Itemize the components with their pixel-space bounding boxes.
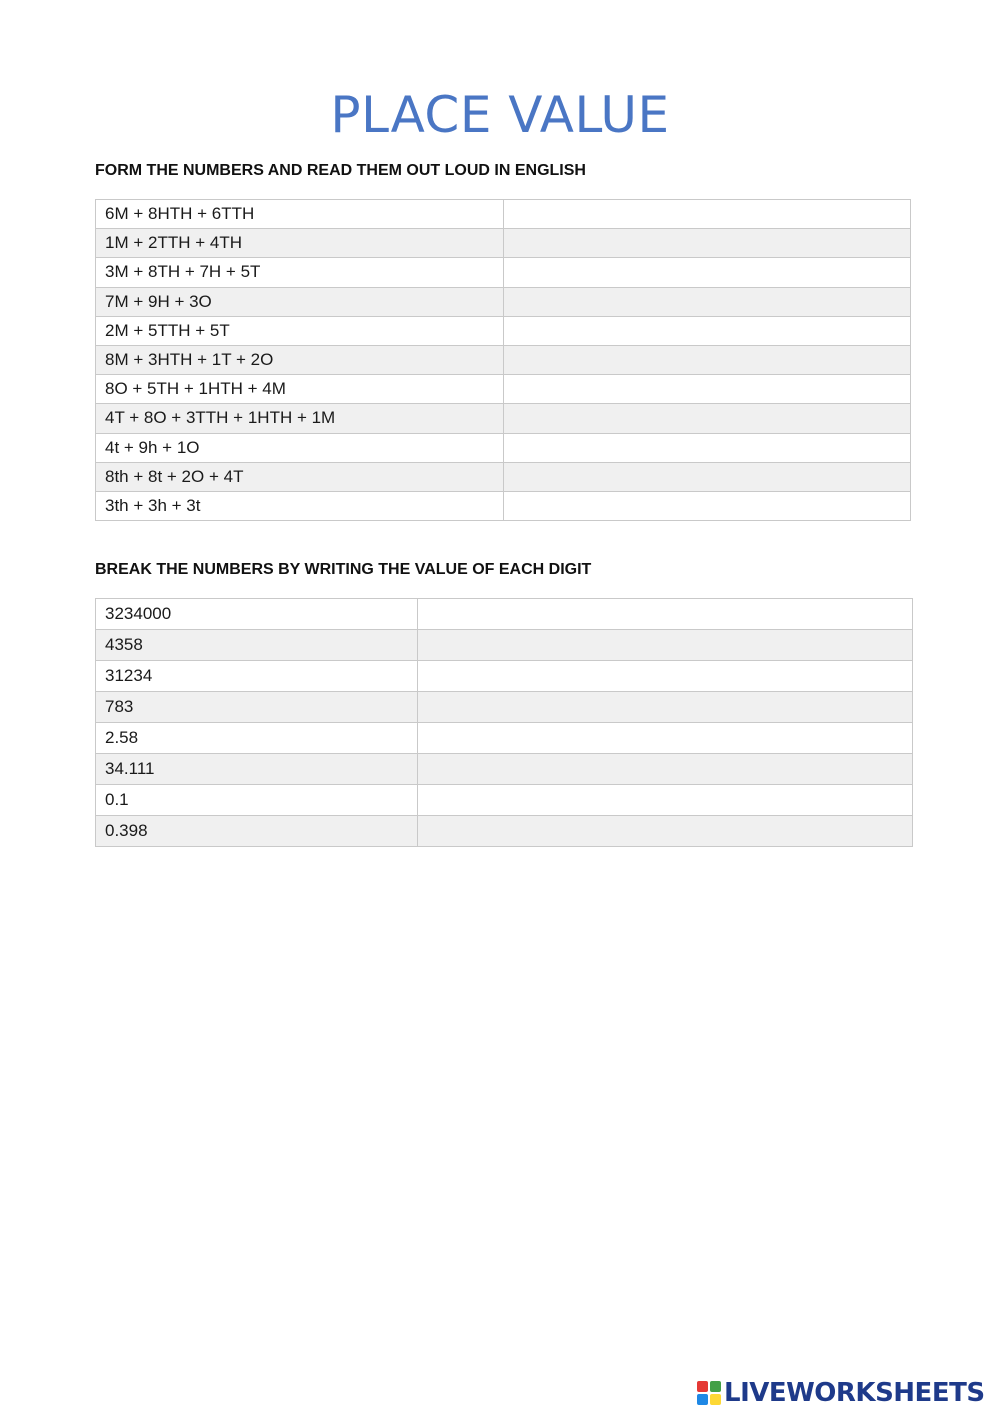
answer-field[interactable] (503, 433, 910, 462)
table-row (96, 433, 911, 462)
prompt-cell: 3234000 (96, 599, 418, 630)
table-row (96, 345, 911, 374)
liveworksheets-logo-icon (697, 1381, 721, 1405)
answer-field[interactable] (503, 258, 910, 287)
table-row (96, 404, 911, 433)
answer-field[interactable] (503, 287, 910, 316)
table-row (96, 816, 913, 847)
answer-field[interactable] (417, 754, 912, 785)
section-2-heading: BREAK THE NUMBERS BY WRITING THE VALUE OF EACH DIGIT (95, 561, 592, 578)
prompt-cell: 3M + 8TH + 7H + 5T (96, 258, 504, 287)
prompt-cell: 0.398 (96, 816, 418, 847)
prompt-cell: 6M + 8HTH + 6TTH (96, 200, 504, 229)
table-row (96, 316, 911, 345)
answer-field[interactable] (417, 692, 912, 723)
prompt-cell: 1M + 2TTH + 4TH (96, 229, 504, 258)
answer-field[interactable] (503, 345, 910, 374)
table-row (96, 462, 911, 491)
page-title: PLACE VALUE (330, 86, 670, 144)
answer-field[interactable] (503, 229, 910, 258)
prompt-cell: 8O + 5TH + 1HTH + 4M (96, 375, 504, 404)
table-row (96, 491, 911, 520)
table-row (96, 630, 913, 661)
prompt-cell: 7M + 9H + 3O (96, 287, 504, 316)
break-numbers-table (95, 598, 913, 847)
form-numbers-table (95, 199, 911, 521)
answer-field[interactable] (417, 630, 912, 661)
prompt-cell: 4358 (96, 630, 418, 661)
answer-field[interactable] (417, 661, 912, 692)
prompt-cell: 31234 (96, 661, 418, 692)
table-row (96, 785, 913, 816)
prompt-cell: 34.111 (96, 754, 418, 785)
answer-field[interactable] (503, 462, 910, 491)
prompt-cell: 8M + 3HTH + 1T + 2O (96, 345, 504, 374)
answer-field[interactable] (503, 200, 910, 229)
answer-field[interactable] (503, 491, 910, 520)
table-row (96, 375, 911, 404)
prompt-cell: 3th + 3h + 3t (96, 491, 504, 520)
prompt-cell: 2.58 (96, 723, 418, 754)
table-row (96, 754, 913, 785)
table-row (96, 200, 911, 229)
answer-field[interactable] (503, 316, 910, 345)
table-row (96, 723, 913, 754)
table-row (96, 258, 911, 287)
answer-field[interactable] (503, 375, 910, 404)
section-1-heading: FORM THE NUMBERS AND READ THEM OUT LOUD IN ENGLISH (95, 162, 586, 179)
prompt-cell: 0.1 (96, 785, 418, 816)
table-row (96, 661, 913, 692)
answer-field[interactable] (417, 816, 912, 847)
brand-name: LIVEWORKSHEETS (724, 1378, 985, 1408)
answer-field[interactable] (417, 785, 912, 816)
table-row (96, 287, 911, 316)
prompt-cell: 4t + 9h + 1O (96, 433, 504, 462)
table-row (96, 692, 913, 723)
prompt-cell: 2M + 5TTH + 5T (96, 316, 504, 345)
table-row (96, 599, 913, 630)
prompt-cell: 8th + 8t + 2O + 4T (96, 462, 504, 491)
table-row (96, 229, 911, 258)
liveworksheets-brand (697, 1378, 985, 1408)
answer-field[interactable] (417, 599, 912, 630)
prompt-cell: 783 (96, 692, 418, 723)
prompt-cell: 4T + 8O + 3TTH + 1HTH + 1M (96, 404, 504, 433)
answer-field[interactable] (503, 404, 910, 433)
answer-field[interactable] (417, 723, 912, 754)
